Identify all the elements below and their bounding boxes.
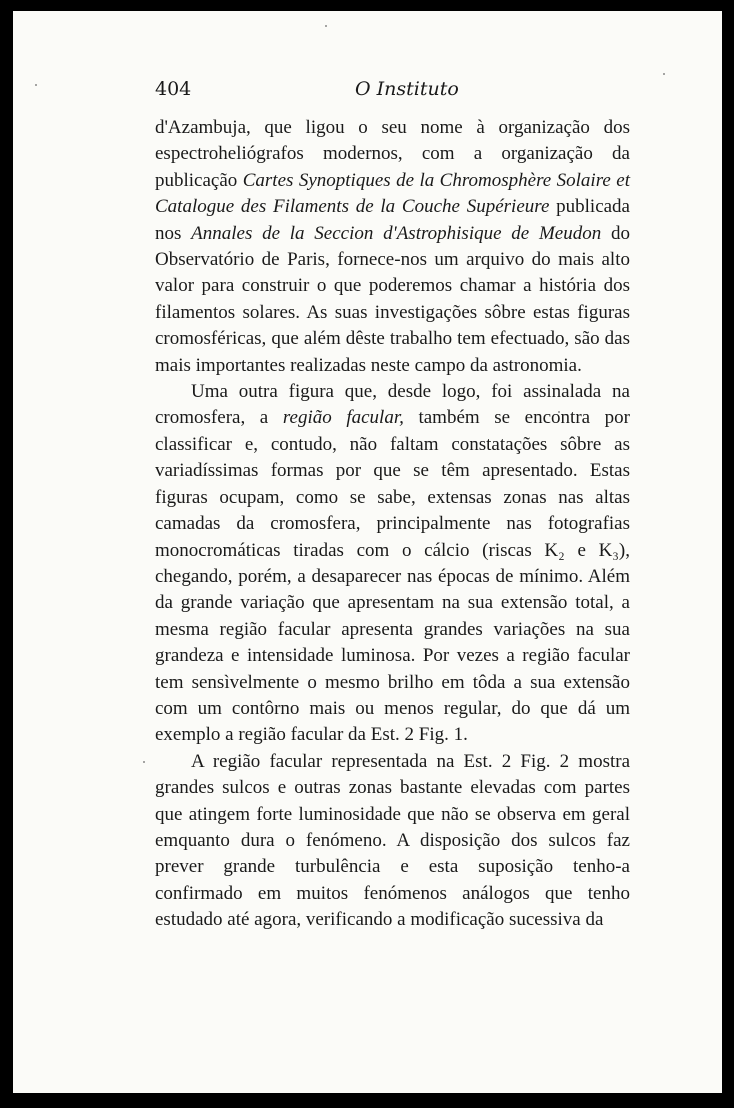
text-segment: A região facular representada na Est. 2 Fig. 2 mostra grandes sulcos e outras zonas bastante elevadas com partes que atingem forte luminosidade que não se observa em geral emquanto dura o fenómeno. A disposição dos sulcos faz prever grande turbulência e esta suposição tenho-a confirmado em muitos fenómenos análogos que tenho estudado até agora, verificando a modificação sucessiva da <box>155 750 630 931</box>
page-number: 404 <box>155 78 192 100</box>
page-header <box>155 78 635 108</box>
text-segment: Uma outra figura que, desde logo, foi assinalada na cromosfera, a <box>155 381 630 429</box>
paragraph <box>155 749 630 934</box>
running-title: O Instituto <box>355 78 459 100</box>
paragraph <box>155 379 630 749</box>
body-text <box>155 115 630 934</box>
paper-speck <box>143 761 145 763</box>
paper-speck <box>325 25 327 27</box>
italic-term: região facular, <box>282 407 404 429</box>
text-segment: do Observatório de Paris, fornece-nos um arquivo do mais alto valor para construir o que poderemos chamar a história dos filamentos solares. As suas investigações sôbre estas figuras cromosféricas, que além dêste trabalho tem efectuado, são das mais importantes realizadas neste campo da astronomia. <box>155 222 630 376</box>
text-segment: também se encontra por classificar e, contudo, não faltam constatações sôbre as variadíssimas formas por que se têm apresentado. Estas figuras ocupam, como se sabe, extensas zonas nas altas camadas da cromosfera, principalmente nas fotografias monocromáticas tiradas com o cálcio (riscas K₂ e K₃), chegando, porém, a desaparecer nas épocas de mínimo. Além da grande variação que apresentam na sua extensão total, a mesma região facular apresenta grandes variações na sua grandeza e intensidade luminosa. Por vezes a região facular tem sensìvelmente o mesmo brilho em tôda a sua extensão com um contôrno mais ou menos regular, do que dá um exemplo a região facular da Est. 2 Fig. 1. <box>155 407 630 746</box>
paper-speck <box>663 73 665 75</box>
text-segment: d'Azambuja, que ligou o seu nome à organização dos espectroheliógrafos modernos, com a organização da publicação <box>155 117 630 191</box>
italic-title: Annales de la Seccion d'Astrophisique de Meudon <box>191 222 602 244</box>
text-segment: publicada nos <box>155 196 630 244</box>
italic-title: Cartes Synoptiques de la Chromosphère Solaire et Catalogue des Filaments de la Couche Supérieure <box>155 169 630 218</box>
paragraph <box>155 115 630 379</box>
paper-speck <box>35 84 37 86</box>
